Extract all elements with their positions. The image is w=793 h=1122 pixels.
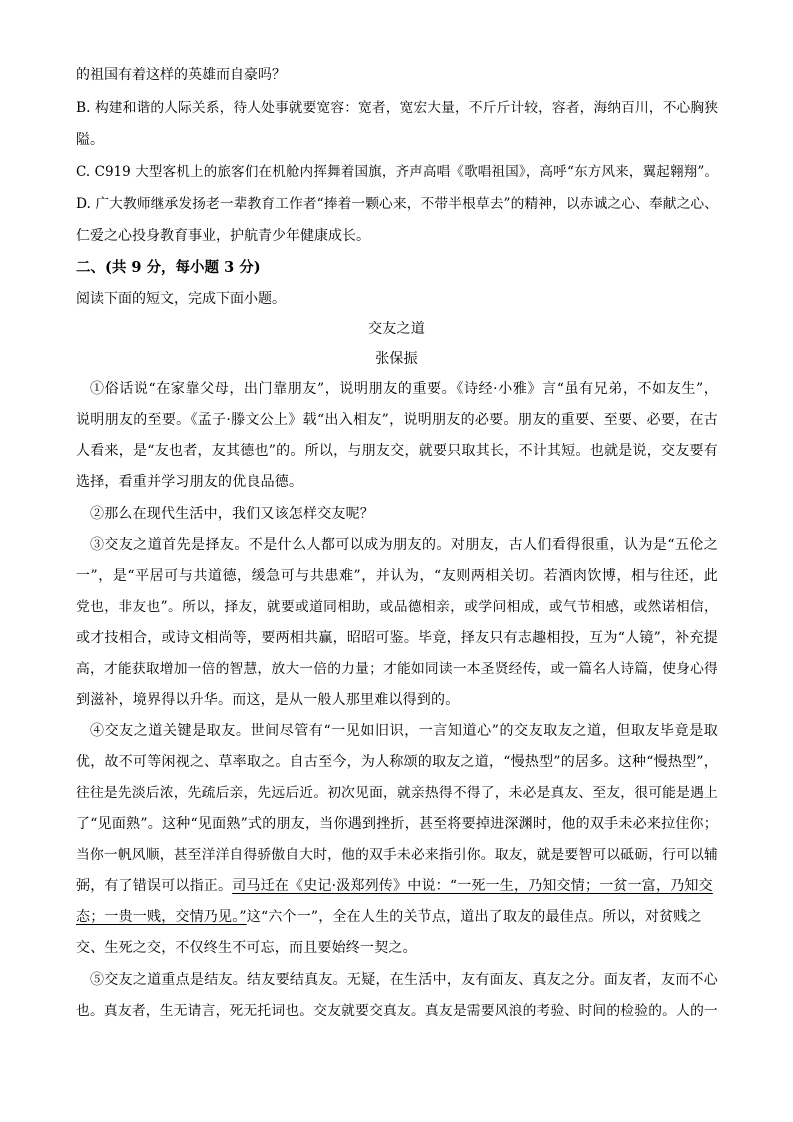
essay-paragraph-3-line: 党也，非友也”。所以，择友，就要或道同相助，或品德相亲，或学问相成，或气节相感，或然诺相信， xyxy=(76,599,718,615)
option-a-continuation: 的祖国有着这样的英雄而自豪吗？ xyxy=(76,67,286,83)
essay-paragraph-4-line: ④交友之道关键是取友。世间尽管有“一见如旧识，一言知道心”的交友取友之道，但取友毕竟是取 xyxy=(90,723,718,739)
essay-title: 交友之道 xyxy=(368,321,425,337)
section-two-instruction: 阅读下面的短文，完成下面小题。 xyxy=(76,291,286,307)
option-d-line-1: D. 广大教师继承发扬老一辈教育工作者“捧着一颗心来，不带半根草去”的精神，以赤诚之心、奉献之心、 xyxy=(76,196,718,212)
essay-paragraph-3-line: 一”，是“平居可与共道德，缓急可与共患难”，并认为，“友则两相关切。若酒肉饮博，相与往还，此 xyxy=(76,568,718,584)
essay-paragraph-1-line: 人看来，是“友也者，友其德也”的。所以，与朋友交，就要只取其长，不计其短。也就是说，交友要有 xyxy=(76,443,718,459)
option-b-line-1: B. 构建和谐的人际关系，待人处事就要宽容：宽者，宽宏大量，不斤斤计较，容者，海纳百川，不心胸狭 xyxy=(76,100,718,116)
essay-paragraph-4-line: 当你一帆风顺，甚至洋洋自得骄傲自大时，他的双手未必来指引你。取友，就是要智可以砥砺，行可以辅 xyxy=(76,847,718,863)
essay-paragraph-5-line: 也。真友者，生无请言，死无托词也。交友就要交真友。真友是需要风浪的考验、时间的检验的。人的一 xyxy=(76,1003,718,1019)
essay-paragraph-3-line: 到滋补，境界得以升华。而这，是从一般人那里难以得到的。 xyxy=(76,692,460,708)
essay-author: 张保振 xyxy=(375,351,418,367)
underlined-quote: 司马迁在《史记·汲郑列传》中说：“一死一生，乃知交情；一贫一富，乃知交 xyxy=(232,878,713,894)
essay-paragraph-1-line: 选择，看重并学习朋友的优良品德。 xyxy=(76,474,304,490)
essay-text: 这“六个一”，全在人生的关节点，道出了取友的最佳点。所以，对贫贱之 xyxy=(246,909,702,925)
essay-paragraph-3-line: 高，才能获取增加一倍的智慧，放大一倍的力量；才能如同读一本圣贤经传，或一篇名人诗篇，使身心得 xyxy=(76,661,718,677)
essay-paragraph-4-line xyxy=(76,876,718,896)
essay-paragraph-1-line: 说明朋友的至要。《孟子·滕文公上》载“出入相友”，说明朋友的必要。朋友的重要、至要、必要，在古 xyxy=(76,412,718,428)
essay-paragraph-3-line: 或才技相合，或诗文相尚等，要两相共赢，昭昭可鉴。毕竟，择友只有志趣相投，互为“人镜”，补充提 xyxy=(76,630,718,646)
option-b-line-2: 隘。 xyxy=(76,132,104,148)
essay-paragraph-5-line: ⑤交友之道重点是结友。结友要结真友。无疑，在生活中，友有面友、真友之分。面友者，友而不心 xyxy=(90,972,718,988)
essay-paragraph-1-line: ①俗话说“在家靠父母，出门靠朋友”，说明朋友的重要。《诗经·小雅》言“虽有兄弟，不如友生”， xyxy=(90,381,718,397)
essay-paragraph-4-line: 交、生死之交，不仅终生不可忘，而且要始终一契之。 xyxy=(76,940,417,956)
section-two-heading: 二、(共 9 分，每小题 3 分) xyxy=(76,259,261,276)
underlined-quote: 态；一贵一贱，交情乃见。” xyxy=(76,909,247,925)
essay-paragraph-4-line xyxy=(76,907,718,927)
essay-paragraph-3-line: ③交友之道首先是择友。不是什么人都可以成为朋友的。对朋友，古人们看得很重，认为是“五伦之 xyxy=(90,537,718,553)
essay-paragraph-4-line: 了“见面熟”。这种“见面熟”式的朋友，当你遇到挫折，甚至将要掉进深渊时，他的双手未必来拉住你； xyxy=(76,816,718,832)
option-c-line-1: C. C919 大型客机上的旅客们在机舱内挥舞着国旗，齐声高唱《歌唱祖国》，高呼“东方风来，翼起翱翔”。 xyxy=(76,164,718,180)
essay-paragraph-2: ②那么在现代生活中，我们又该怎样交友呢？ xyxy=(90,506,374,522)
essay-paragraph-4-line: 往往是先淡后浓，先疏后亲，先远后近。初次见面，就亲热得不得了，未必是真友、至友，很可能是遇上 xyxy=(76,785,718,801)
essay-paragraph-4-line: 优，故不可等闲视之、草率取之。自古至今，为人称颂的取友之道，“慢热型”的居多。这种“慢热型”， xyxy=(76,754,718,770)
option-d-line-2: 仁爱之心投身教育事业，护航青少年健康成长。 xyxy=(76,228,370,244)
essay-text: 弼，有了错误可以指正。 xyxy=(76,878,233,894)
